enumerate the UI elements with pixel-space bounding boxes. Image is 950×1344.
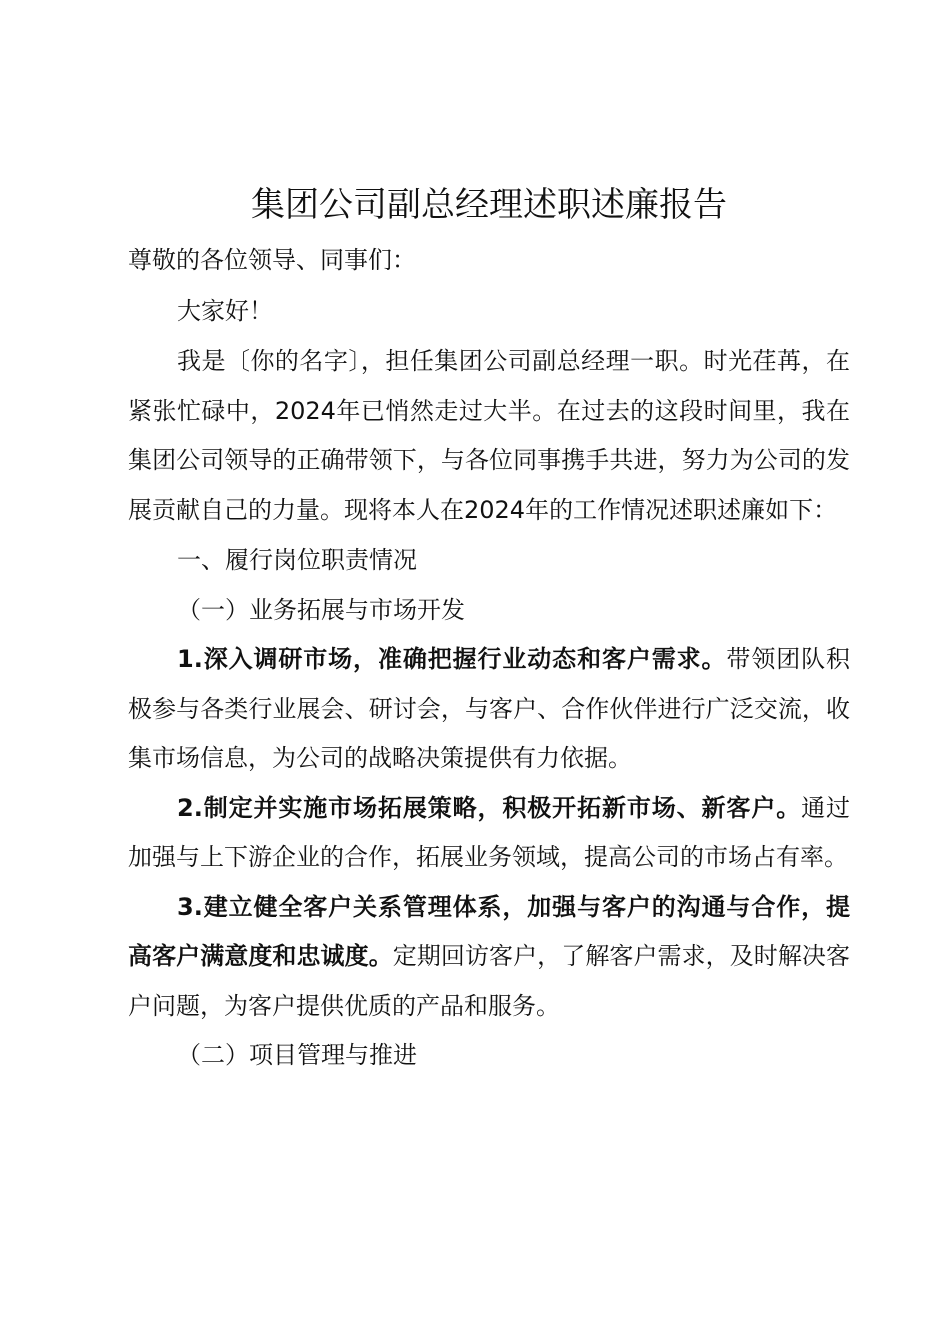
list-item-3-lead: 3.建立健全客户关系管理体系，加强与客户的沟通与合作，提高客户满意度和忠诚度。: [128, 892, 850, 970]
document-body: [128, 174, 850, 1081]
list-item-2-lead: 2.制定并实施市场拓展策略，积极开拓新市场、新客户。: [177, 793, 802, 822]
list-item-3: [128, 883, 850, 1032]
greeting: 大家好！: [177, 296, 273, 325]
section-heading-1: 一、履行岗位职责情况: [177, 546, 417, 574]
subsection-heading-2: （二）项目管理与推进: [177, 1041, 417, 1069]
intro-paragraph: 我是〔你的名字〕，担任集团公司副总经理一职。时光荏苒，在紧张忙碌中，2024年已悄然走过大半。在过去的这段时间里，我在集团公司领导的正确带领下，与各位同事携手共进，努力为公司的发展贡献自己的力量。现将本人在2024年的工作情况述职述廉如下：: [128, 347, 850, 524]
document-title: 集团公司副总经理述职述廉报告: [251, 185, 727, 225]
list-item-2: [128, 784, 850, 883]
list-item-2-text: 通过加强与上下游企业的合作，拓展业务领域，提高公司的市场占有率。: [128, 793, 851, 871]
list-item-1-text: 带领团队积极参与各类行业展会、研讨会，与客户、合作伙伴进行广泛交流，收集市场信息，为公司的战略决策提供有力依据。: [128, 645, 850, 772]
list-item-1-lead: 1.深入调研市场，准确把握行业动态和客户需求。: [177, 645, 727, 673]
list-item-3-text: 定期回访客户，了解客户需求，及时解决客户问题，为客户提供优质的产品和服务。: [128, 942, 851, 1020]
list-item-1: [128, 635, 850, 784]
salutation: 尊敬的各位领导、同事们：: [128, 246, 416, 274]
subsection-heading-1: （一）业务拓展与市场开发: [177, 595, 465, 624]
